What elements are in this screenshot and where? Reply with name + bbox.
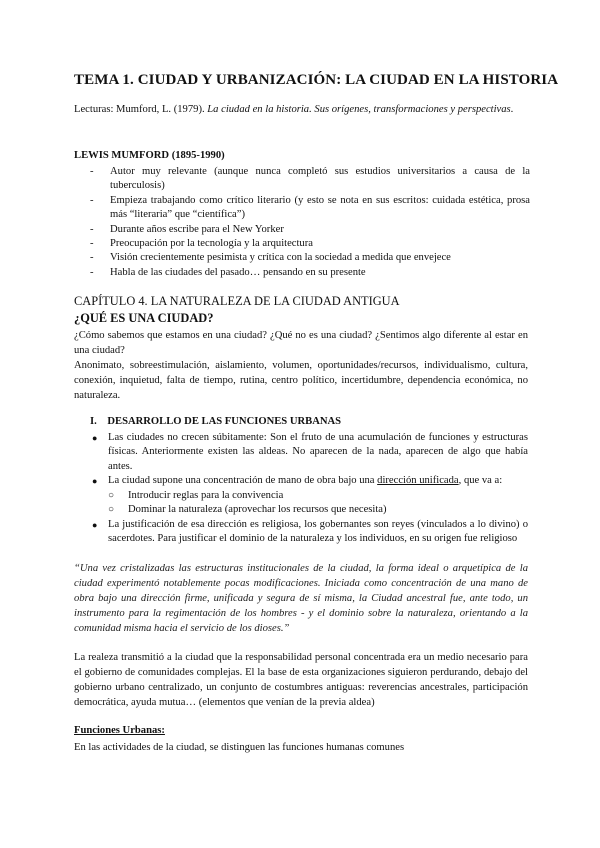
dash-marker: - xyxy=(90,223,94,235)
readings-suffix: . xyxy=(510,104,514,115)
circle-marker: ○ xyxy=(108,490,115,501)
chapter-title: CAPÍTULO 4. LA NATURALEZA DE LA CIUDAD ANTIGUA xyxy=(74,294,400,308)
author-heading: LEWIS MUMFORD (1895-1990) xyxy=(74,150,225,161)
list-item: ● La justificación de esa dirección es religiosa, los gobernantes son reyes (vinculados a lo divino) o sacerdotes. Para justificar el dominio de la naturaleza y los individuos, en su origen fue religioso xyxy=(92,519,528,545)
section-heading: I. DESARROLLO DE LAS FUNCIONES URBANAS xyxy=(90,416,342,427)
mumford-quote: “Una vez cristalizadas las estructuras institucionales de la ciudad, la forma ideal o arquetípica de la ciudad experimentó notablemente pocas modificaciones. Iniciada como concentración de una mano de obra bajo una dirección firme, unificada y segura de sí misma, la Ciudad ancestral fue, ante todo, un instrumento para la regimentación de los hombres - y el dominio sobre la naturaleza, orientando a la comunidad misma hacia el servicio de los dioses.” xyxy=(74,563,528,634)
body-paragraph: La realeza transmitió a la ciudad que la responsabilidad personal concentrada era un medio necesario para el gobierno de comunidades complejas. El la base de esta organizaciones siguieron perdurando, debajo del gobierno urbano centralizado, un conjunto de costumbres antiguas: reverencias ancestrales, participación democrática, ayuda mutua… (elementos que venían de la previa aldea) xyxy=(74,652,528,708)
list-item: - Preocupación por la tecnología y la arquitectura xyxy=(90,237,530,251)
list-item: ● Las ciudades no crecen súbitamente: Son el fruto de una acumulación de funciones y estructuras físicas. Anteriormente existen las aldeas. No aparecen de la nada, aparecen de algo que había antes. xyxy=(92,432,528,472)
chapter-keywords: Anonimato, sobreestimulación, aislamiento, volumen, oportunidades/recursos, individualismo, cultura, conexión, inquietud, falta de tiempo, rutina, centro político, incertidumbre, dependencia económica, no naturaleza. xyxy=(74,360,528,401)
chapter-intro: ¿Cómo sabemos que estamos en una ciudad? ¿Qué no es una ciudad? ¿Sentimos algo diferente al estar en una ciudad? xyxy=(74,330,528,356)
readings-line xyxy=(74,102,528,117)
author-list xyxy=(90,165,530,280)
bullet-marker: ● xyxy=(92,476,98,487)
dash-marker: - xyxy=(90,266,94,278)
dash-marker: - xyxy=(90,252,94,264)
underlined-term: dirección unificada xyxy=(377,475,459,487)
bullet-marker: ● xyxy=(92,433,98,443)
list-item: - Durante años escribe para el New Yorker xyxy=(90,223,530,237)
bullet-marker: ● xyxy=(92,520,98,530)
list-item: - Visión crecientemente pesimista y crítica con la sociedad a medida que envejece xyxy=(90,251,530,265)
section-bullets-cont xyxy=(90,518,528,547)
readings-book-title: La ciudad en la historia. Sus orígenes, transformaciones y perspectivas xyxy=(207,104,511,115)
functions-heading: Funciones Urbanas: xyxy=(74,725,165,736)
circle-marker: ○ xyxy=(108,504,115,516)
list-item: - Autor muy relevante (aunque nunca completó sus estudios universitarios a causa de la tuberculosis) xyxy=(90,166,530,192)
list-item: - Habla de las ciudades del pasado… pensando en su presente xyxy=(90,266,530,280)
sub-bullets xyxy=(90,489,528,518)
dash-marker: - xyxy=(90,166,94,177)
readings-prefix: Lecturas: Mumford, L. (1979). xyxy=(74,104,208,115)
dash-marker: - xyxy=(90,194,94,206)
list-item: ○ Introducir reglas para la convivencia xyxy=(90,489,528,503)
list-item: ○ Dominar la naturaleza (aprovechar los recursos que necesita) xyxy=(90,503,528,517)
list-item: - Empieza trabajando como crítico literario (y esto se nota en sus escritos: cuidada estética, prosa más “literaria” que “científica”) xyxy=(90,194,530,221)
section-bullets xyxy=(90,431,528,489)
list-item: ● La ciudad supone una concentración de mano de obra bajo una dirección unificada, que va a: xyxy=(90,474,528,488)
document-title: TEMA 1. CIUDAD Y URBANIZACIÓN: LA CIUDAD EN LA HISTORIA xyxy=(74,72,559,88)
functions-text: En las actividades de la ciudad, se distinguen las funciones humanas comunes xyxy=(74,742,405,753)
chapter-question: ¿QUÉ ES UNA CIUDAD? xyxy=(74,311,214,325)
dash-marker: - xyxy=(90,238,94,250)
